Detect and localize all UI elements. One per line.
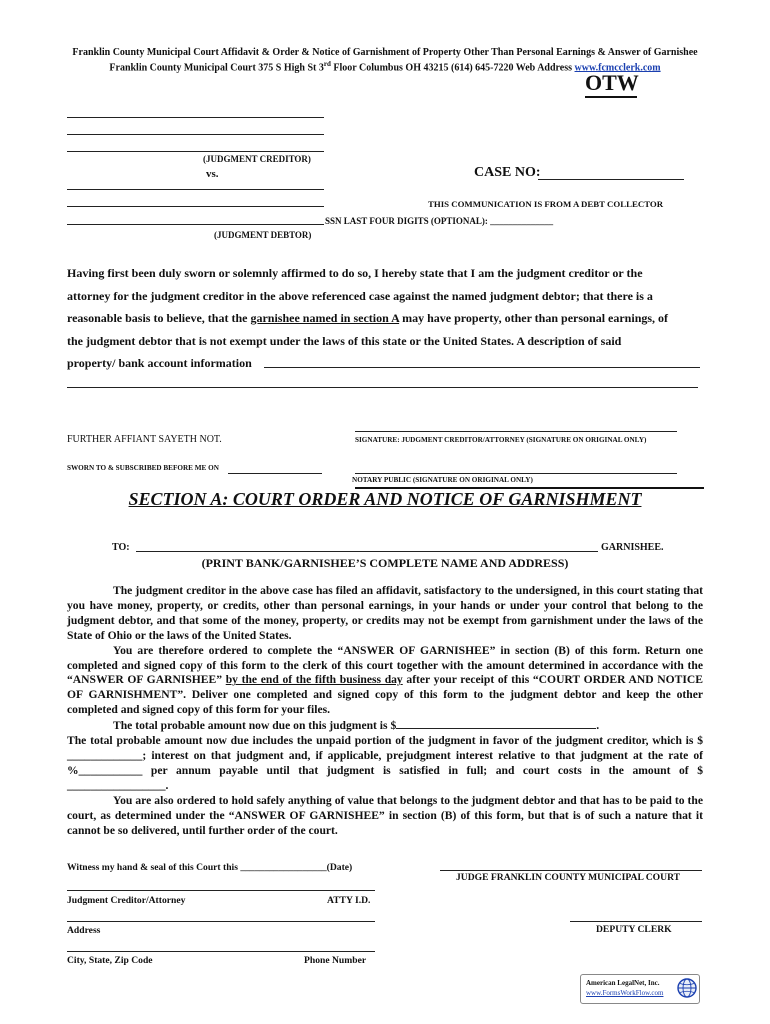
judgment-creditor-label: (JUDGMENT CREDITOR) (203, 154, 311, 164)
further-affiant-text: FURTHER AFFIANT SAYETH NOT. (67, 434, 222, 445)
notary-signature-line[interactable] (355, 473, 677, 474)
phone-number-label: Phone Number (304, 955, 367, 966)
affidavit-line (67, 352, 703, 375)
vs-label: vs. (206, 168, 219, 180)
deadline-text: by the end of the fifth business day (225, 673, 403, 687)
globe-icon (677, 978, 697, 998)
witness-line: Witness my hand & seal of this Court this __________________(Date) (67, 862, 353, 873)
creditor-attorney-line[interactable] (67, 890, 375, 891)
debtor-address-line[interactable] (67, 206, 324, 207)
order-paragraph-3 (67, 718, 703, 734)
address-text-mid: Floor Columbus OH 43215 (614) 645-7220 Web Address (330, 62, 575, 74)
address-label: Address (67, 925, 101, 936)
property-description-field[interactable] (264, 367, 700, 368)
deputy-clerk-line[interactable] (570, 921, 702, 922)
case-no-field[interactable] (538, 179, 684, 180)
affidavit-line: attorney for the judgment creditor in the above referenced case against the named judgment debtor; that there is a (67, 288, 653, 303)
website-link[interactable]: www.fcmcclerk.com (574, 62, 661, 74)
affidavit-text: reasonable basis to believe, that the (67, 311, 251, 325)
judge-label: JUDGE FRANKLIN COUNTY MUNICIPAL COURT (456, 872, 681, 883)
order-text: You are therefore ordered to complete the “ANSWER OF GARNISHEE” in section (B) of this form. Return one completed and signed copy of this form to the clerk of this court together with the amount determined in accordance with the “ANSWER OF GARNISHEE” (67, 643, 703, 687)
publisher-name: American LegalNet, Inc. (586, 979, 660, 987)
publisher-badge (580, 974, 700, 1004)
ssn-field[interactable]: SSN LAST FOUR DIGITS (OPTIONAL): ______________ (325, 216, 554, 226)
order-paragraph-2 (67, 644, 703, 719)
debtor-name-line[interactable] (67, 189, 324, 190)
amount-label: The total probable amount now due on this judgment is $ (113, 719, 397, 733)
order-paragraph-1: The judgment creditor in the above case has filed an affidavit, satisfactory to the undersigned, in this court stating that you have money, property, or credits, other than personal earnings, in your hands or under your control that belong to the judgment debtor, and that some of the money, property, or credits may not be exempt from garnishment under the laws of the State of Ohio or the laws of the United States. (67, 584, 703, 642)
publisher-link[interactable]: www.FormsWorkFlow.com (586, 989, 664, 997)
garnishee-section-ref: garnishee named in section A (250, 311, 400, 325)
creditor-attorney-label: Judgment Creditor/Attorney (67, 895, 186, 906)
judgment-debtor-label: (JUDGMENT DEBTOR) (214, 230, 312, 240)
section-a-body (67, 584, 703, 838)
case-no-label: CASE NO: (474, 165, 541, 180)
property-description-label: property/ bank account information (67, 356, 252, 370)
sworn-label: SWORN TO & SUBSCRIBED BEFORE ME ON (67, 464, 219, 472)
creditor-name-line[interactable] (67, 117, 324, 118)
city-state-zip-line[interactable] (67, 951, 375, 952)
amount-period: . (596, 719, 600, 733)
court-address-line (0, 60, 770, 73)
sworn-date-field[interactable] (228, 473, 322, 474)
order-paragraph-5: You are also ordered to hold safely anything of value that belongs to the judgment debtor and that has to be paid to the court, as determined under the “ANSWER OF GARNISHEE” in section (B) of this form, but that is of such a nature that it cannot be so delivered, until further order of the court. (67, 793, 703, 837)
affidavit-line (67, 307, 703, 330)
affidavit-line: Having first been duly sworn or solemnly affirmed to do so, I hereby state that I am the judgment creditor or the (67, 266, 643, 280)
deputy-clerk-label: DEPUTY CLERK (596, 924, 672, 935)
creditor-signature-label: SIGNATURE: JUDGMENT CREDITOR/ATTORNEY (SIGNATURE ON ORIGINAL ONLY) (355, 436, 647, 444)
order-text: after your receipt of this “COURT ORDER AND NOTICE OF GARNISHMENT”. Deliver one completed and signed copy of this form to the judgment debtor and keep the other completed and signed copy of this form for your files. (67, 673, 703, 717)
city-state-zip-label: City, State, Zip Code (67, 955, 153, 966)
affidavit-line: the judgment debtor that is not exempt under the laws of this state or the United States. A description of said (67, 333, 622, 348)
debtor-city-line[interactable] (67, 224, 324, 225)
form-header-title: Franklin County Municipal Court Affidavit & Order & Notice of Garnishment of Property Other Than Personal Earnings & Answer of Garnishee (72, 47, 698, 58)
address-text: Franklin County Municipal Court 375 S High St 3 (109, 62, 324, 74)
creditor-address-line[interactable] (67, 134, 324, 135)
form-code: OTW (585, 70, 639, 95)
address-sup: rd (323, 60, 331, 68)
affidavit-paragraph (67, 262, 703, 375)
to-label: TO: (112, 542, 130, 553)
section-a-title: SECTION A: COURT ORDER AND NOTICE OF GARNISHMENT (128, 489, 642, 509)
order-paragraph-4: The total probable amount now due includes the unpaid portion of the judgment in favor of the judgment creditor, which is $ _____________; interest on that judgment and, if applicable, prejudgment interest relative to that judgment at the rate of %___________ per annum payable until that judgment is satisfied in full; and court costs in the amount of $ _________________. (67, 734, 703, 792)
creditor-city-line[interactable] (67, 151, 324, 152)
creditor-signature-line[interactable] (355, 431, 677, 432)
print-garnishee-label: (PRINT BANK/GARNISHEE’S COMPLETE NAME AND ADDRESS) (201, 556, 569, 570)
garnishee-name-field[interactable] (136, 551, 598, 552)
judge-signature-line[interactable] (440, 870, 702, 871)
address-line[interactable] (67, 921, 375, 922)
total-amount-field[interactable] (396, 718, 596, 729)
garnishee-suffix: GARNISHEE. (601, 542, 664, 553)
form-code-underline (585, 96, 637, 98)
affidavit-text: may have property, other than personal earnings, of (399, 311, 669, 325)
atty-id-label: ATTY I.D. (327, 895, 371, 906)
notary-label: NOTARY PUBLIC (SIGNATURE ON ORIGINAL ONLY) (352, 476, 533, 484)
property-description-field-2[interactable] (67, 387, 698, 388)
debt-collector-notice: THIS COMMUNICATION IS FROM A DEBT COLLECTOR (428, 199, 664, 209)
